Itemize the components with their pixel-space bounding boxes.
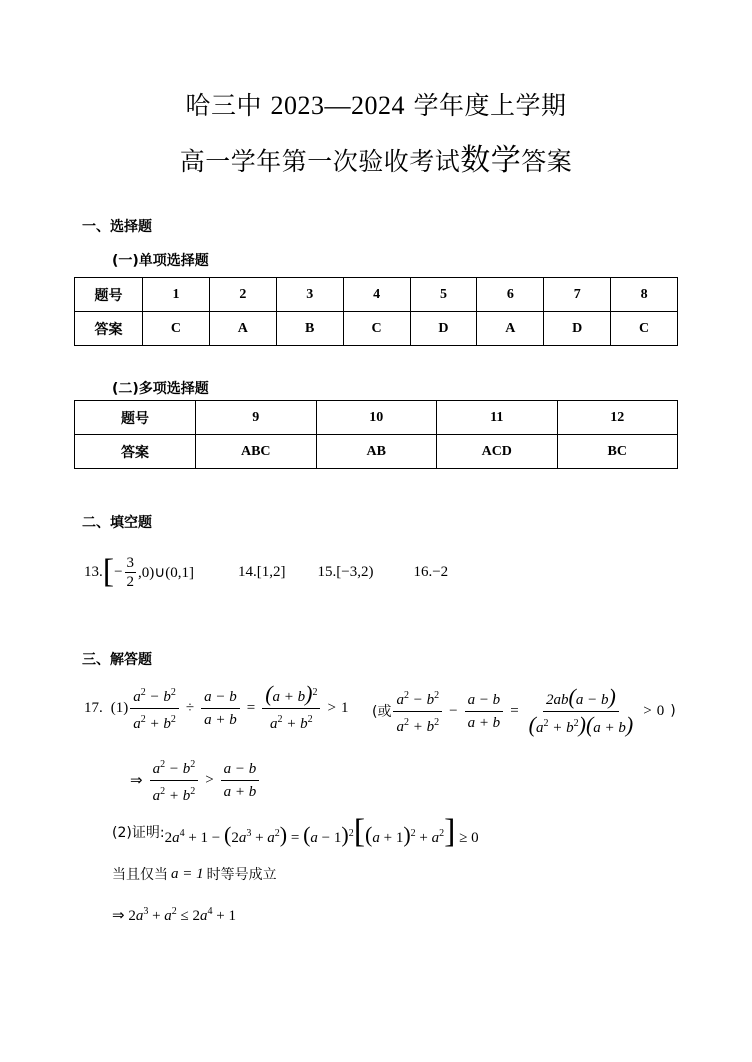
question-number: 8 bbox=[611, 278, 678, 312]
fill-answers-line bbox=[84, 552, 448, 592]
table-row bbox=[75, 435, 678, 469]
math-fraction: $\frac{a - b}{a + b}$ bbox=[201, 688, 240, 729]
question-number: 1 bbox=[143, 278, 210, 312]
q17-label: 17. bbox=[84, 699, 103, 716]
answer-cell: D bbox=[544, 312, 611, 346]
q17-part2-conclusion: ⇒ $2a^3 + a^2 \le 2a^4 + 1$ bbox=[112, 905, 236, 924]
question-number: 10 bbox=[316, 401, 437, 435]
math-fraction: $\frac{a^2 - b^2}{a^2 + b^2}$ bbox=[150, 756, 199, 805]
q16-label: 16. bbox=[413, 563, 433, 580]
q16-answer: −2 bbox=[432, 563, 449, 580]
page-title-line2 bbox=[0, 135, 752, 179]
proof-prefix: (2)证明: bbox=[112, 825, 165, 841]
subsection-heading-single: (一)单项选择题 bbox=[112, 253, 209, 269]
equality-condition-note bbox=[112, 863, 277, 885]
answer-cell: AB bbox=[316, 435, 437, 469]
q17-part2-proof: (2)证明: $2a^4 + 1 - (2a^3 + a^2) = (a - 1)^2[(a + 1)^2 + a^2] \ge 0$ bbox=[112, 813, 479, 850]
answer-cell: C bbox=[611, 312, 678, 346]
part1-label: (1) bbox=[110, 699, 129, 716]
answer-cell: ACD bbox=[437, 435, 558, 469]
math-fraction: $\frac{a^2 - b^2}{a^2 + b^2}$ bbox=[393, 687, 442, 736]
math-fraction: $\frac{a - b}{a + b}$ bbox=[465, 691, 504, 732]
answer-cell: D bbox=[410, 312, 477, 346]
multi-choice-answer-table bbox=[74, 400, 678, 469]
question-number: 5 bbox=[410, 278, 477, 312]
question-number: 11 bbox=[437, 401, 558, 435]
section-heading-solutions: 三、解答题 bbox=[82, 652, 152, 668]
q15-answer: [−3,2) bbox=[336, 563, 374, 580]
table-row bbox=[75, 312, 678, 346]
subsection-heading-multi: (二)多项选择题 bbox=[112, 381, 209, 397]
minus-sign: − bbox=[114, 563, 123, 580]
q13-label: 13. bbox=[84, 563, 103, 580]
title-school: 哈三中 bbox=[185, 91, 271, 120]
title-exam: 高一学年第一次验收考试 bbox=[179, 147, 461, 176]
single-choice-answer-table bbox=[74, 277, 678, 346]
question-number: 9 bbox=[196, 401, 317, 435]
answer-cell: C bbox=[143, 312, 210, 346]
row-label-question: 题号 bbox=[75, 401, 196, 435]
math-fraction: $\frac{(a + b)^2}{a^2 + b^2}$ bbox=[262, 683, 320, 733]
question-number: 6 bbox=[477, 278, 544, 312]
question-number: 2 bbox=[209, 278, 276, 312]
table-row bbox=[75, 278, 678, 312]
q17-part1-alternative: (或 $\frac{a^2 - b^2}{a^2 + b^2}$ − $\frac{a - b}{a + b}$ = $\frac{2ab(a - b)}{(a^2 + b^2)(a + b)}$ > 0 ) bbox=[372, 683, 676, 737]
answer-cell: ABC bbox=[196, 435, 317, 469]
question-number: 4 bbox=[343, 278, 410, 312]
math-fraction: $\frac{a - b}{a + b}$ bbox=[221, 760, 260, 801]
question-number: 12 bbox=[557, 401, 678, 435]
title-answer: 答案 bbox=[521, 147, 573, 176]
fraction-numerator: 3 bbox=[126, 554, 135, 571]
alt-open: (或 bbox=[372, 704, 392, 720]
answer-cell: A bbox=[209, 312, 276, 346]
q15-label: 15. bbox=[317, 563, 337, 580]
section-heading-choice: 一、选择题 bbox=[82, 219, 152, 235]
note-condition: a = 1 bbox=[171, 865, 204, 882]
alt-close: ) bbox=[670, 703, 676, 719]
math-fraction: $\frac{2ab(a - b)}{(a^2 + b^2)(a + b)}$ bbox=[528, 683, 634, 737]
question-number: 3 bbox=[276, 278, 343, 312]
section-heading-fill: 二、填空题 bbox=[82, 515, 152, 531]
answer-cell: C bbox=[343, 312, 410, 346]
q14-label: 14. bbox=[238, 563, 257, 580]
q17-part1-conclusion: ⇒ $\frac{a^2 - b^2}{a^2 + b^2}$ > $\frac{a - b}{a + b}$ bbox=[130, 755, 261, 805]
note-prefix: 当且仅当 bbox=[112, 867, 168, 883]
row-label-answer: 答案 bbox=[75, 312, 143, 346]
answer-cell: B bbox=[276, 312, 343, 346]
title-term: 学年度上学期 bbox=[405, 91, 567, 120]
q14-answer: [1,2] bbox=[256, 563, 286, 580]
row-label-question: 题号 bbox=[75, 278, 143, 312]
title-years: 2023—2024 bbox=[270, 91, 405, 120]
row-label-answer: 答案 bbox=[75, 435, 196, 469]
q13-fraction bbox=[125, 554, 137, 591]
page-title-line1 bbox=[0, 86, 752, 122]
left-bracket: [ bbox=[102, 553, 115, 590]
q17-part1-line: 17. (1) $\frac{a^2 - b^2}{a^2 + b^2}$ ÷ $\frac{a - b}{a + b}$ = $\frac{(a + b)^2}{a^2 + b^2}$ > 1 bbox=[84, 681, 349, 732]
answer-cell: BC bbox=[557, 435, 678, 469]
note-suffix: 时等号成立 bbox=[206, 867, 277, 883]
q13-answer-rest: ,0)∪(0,1] bbox=[138, 564, 195, 581]
answer-cell: A bbox=[477, 312, 544, 346]
math-fraction: $\frac{a^2 - b^2}{a^2 + b^2}$ bbox=[130, 684, 179, 733]
title-subject: 数学 bbox=[460, 143, 522, 178]
fraction-denominator: 2 bbox=[126, 573, 135, 590]
table-row bbox=[75, 401, 678, 435]
question-number: 7 bbox=[544, 278, 611, 312]
